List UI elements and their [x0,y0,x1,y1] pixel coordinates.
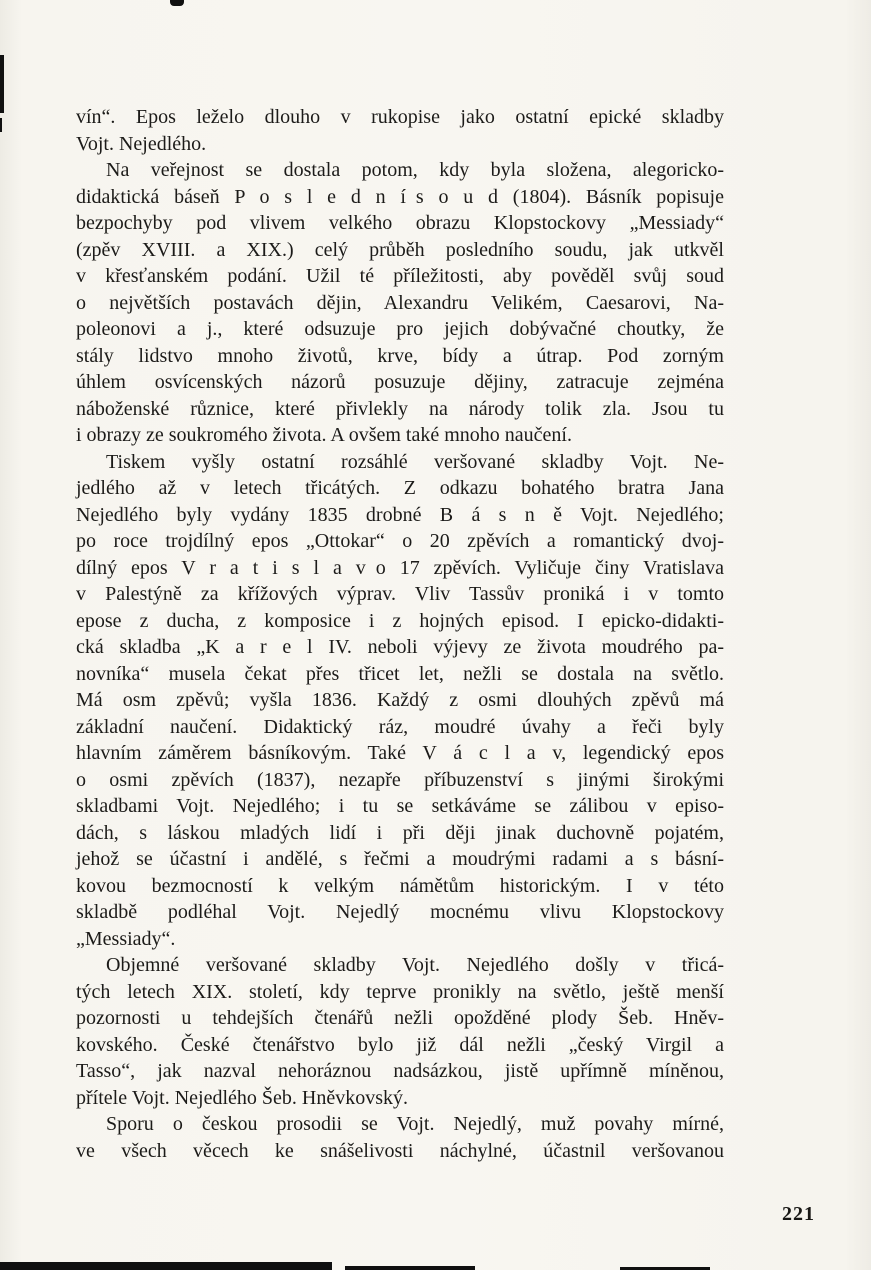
text-line: Má osm zpěvů; vyšla 1836. Každý z osmi dlouhých zpěvů má [76,689,724,711]
text-line: po roce trojdílný epos „Ottokar“ o 20 zpěvích a romantický dvoj- [76,530,724,552]
text-line: Nejedlého byly vydány 1835 drobné B á s n ě Vojt. Nejedlého; [76,503,724,526]
text-line: Objemné veršované skladby Vojt. Nejedlého došly v třicá- [106,954,724,976]
text-line: jedlého až v letech třicátých. Z odkazu bohatého bratra Jana [76,477,724,499]
text-line: základní naučení. Didaktický ráz, moudré úvahy a řeči byly [76,715,724,738]
scan-artifact [0,1262,332,1270]
text-line: v Palestýně za křížových výprav. Vliv Tassův proniká i v tomto [76,583,724,605]
text-line: v křesťanském podání. Užil té příležitosti, aby pověděl svůj soud [76,265,724,287]
page-number: 221 [782,1203,815,1225]
text-line: Na veřejnost se dostala potom, kdy byla složena, alegoricko- [106,159,724,181]
text-line: jehož se účastní i andělé, s řečmi a moudrými radami a s básní- [76,848,724,870]
text-line: i obrazy ze soukromého života. A ovšem také mnoho naučení. [76,424,572,446]
text-line: skladbami Vojt. Nejedlého; i tu se setkáváme se zálibou v episo- [76,795,724,817]
text-line: poleonovi a j., které odsuzuje pro jejich dobývačné choutky, že [76,318,724,340]
scan-artifact [170,0,184,6]
text-line: „Messiady“. [76,927,176,950]
scan-artifact [345,1266,475,1270]
text-line: pozornosti u tehdejších čtenářů nežli opožděné plody Šeb. Hněv- [76,1007,724,1029]
text-line: kovou bezmocností k velkým námětům historickým. I v této [76,874,724,897]
page-text [76,104,724,1164]
text-line: bezpochyby pod vlivem velkého obrazu Klopstockovy „Messiady“ [76,212,724,234]
text-line: novníka“ musela čekat přes třicet let, nežli se dostala na světlo. [76,662,724,685]
text-line: skladbě podléhal Vojt. Nejedlý mocnému vlivu Klopstockovy [76,901,724,923]
text-line: dách, s láskou mladých lidí i při ději jinak duchovně pojatém, [76,821,724,844]
text-line: (zpěv XVIII. a XIX.) celý průběh posledního soudu, jak utkvěl [76,238,724,261]
text-line: Vojt. Nejedlého. [76,132,207,155]
text-line: ve všech věcech ke snášelivosti náchylné, účastnil veršovanou [76,1139,724,1162]
text-line: náboženské různice, které přivlekly na národy tolik zla. Jsou tu [76,397,724,420]
text-line: didaktická báseň P o s l e d n í s o u d (1804). Básník popisuje [76,185,724,208]
text-line: úhlem osvícenských názorů posuzuje dějiny, zatracuje zejména [76,371,724,393]
text-line: dílný epos V r a t i s l a v o 17 zpěvích. Vyličuje činy Vratislava [76,556,724,579]
text-line: Tiskem vyšly ostatní rozsáhlé veršované skladby Vojt. Ne- [106,450,724,473]
text-line: o největších postavách dějin, Alexandru Velikém, Caesarovi, Na- [76,291,724,314]
text-line: cká skladba „K a r e l IV. neboli výjevy ze života moudrého pa- [76,636,724,658]
text-line: stály lidstvo mnoho životů, krve, bídy a útrap. Pod zorným [76,344,724,367]
scan-artifact [0,118,2,132]
text-line: hlavním záměrem básníkovým. Také V á c l a v, legendický epos [76,742,724,764]
text-line: epose z ducha, z komposice i z hojných episod. I epicko-didakti- [76,609,724,632]
text-line: vín“. Epos leželo dlouho v rukopise jako ostatní epické skladby [76,106,724,128]
text-line: o osmi zpěvích (1837), nezapře příbuzenství s jinými širokými [76,768,724,791]
text-line: kovského. České čtenářstvo bylo již dál nežli „český Virgil a [76,1033,724,1056]
text-line: přítele Vojt. Nejedlého Šeb. Hněvkovský. [76,1086,408,1109]
text-line: Tasso“, jak nazval nehoráznou nadsázkou, jistě upřímně míněnou, [76,1060,724,1082]
text-line: Sporu o českou prosodii se Vojt. Nejedlý, muž povahy mírné, [106,1113,724,1135]
text-line: tých letech XIX. století, kdy teprve pronikly na světlo, ještě menší [76,980,724,1003]
scan-artifact [0,55,4,113]
